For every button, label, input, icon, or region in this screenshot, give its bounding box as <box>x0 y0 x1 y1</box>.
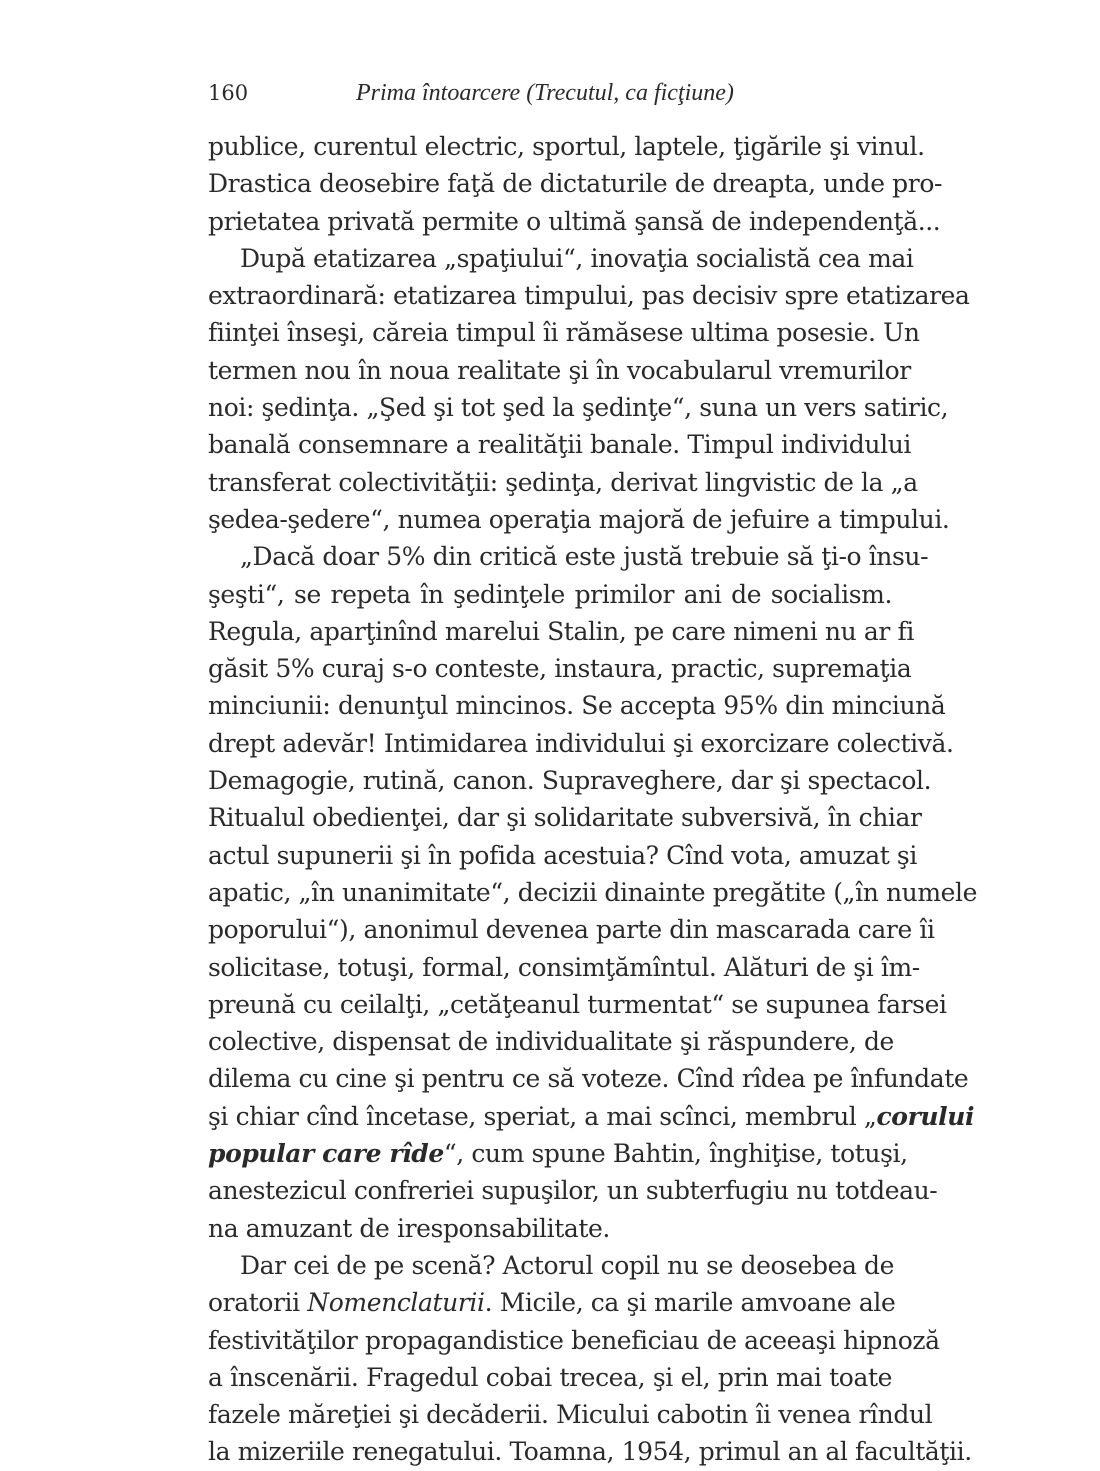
text-fragment: şi chiar cînd încetase, speriat, a mai scînci, membrul „ <box>208 1101 877 1131</box>
text-line: a înscenării. Fragedul cobai trecea, şi el, prin mai toate <box>208 1362 892 1392</box>
text-line: Ritualul obedienţei, dar şi solidaritate subversivă, în chiar <box>208 803 922 833</box>
page-number: 160 <box>208 81 249 105</box>
text-line: solicitase, totuşi, formal, consimţămîntul. Alături de şi îm- <box>208 952 920 982</box>
text-line: la mizeriile renegatului. Toamna, 1954, primul an al facultăţii. <box>208 1437 972 1467</box>
text-line: şeşti“, se repeta în şedinţele primilor ani de socialism. <box>208 579 892 609</box>
text-fragment: . Micile, ca şi marile amvoane ale <box>484 1288 896 1318</box>
text-line: termen nou în noua realitate şi în vocabularul vremurilor <box>208 355 911 385</box>
text-line: apatic, „în unanimitate“, decizii dinainte pregătite („în numele <box>208 877 978 907</box>
text-line: Dar cei de pe scenă? Actorul copil nu se deosebea de <box>240 1250 895 1280</box>
text-line: fiinţei înseşi, căreia timpul îi rămăsese ultima posesie. Un <box>208 318 920 348</box>
text-line: „Dacă doar 5% din critică este justă trebuie să ţi-o însu- <box>240 542 929 572</box>
text-line: actul supunerii şi în pofida acestuia? Cînd vota, amuzat şi <box>208 840 917 870</box>
text-line: colective, dispensat de individualitate şi răspundere, de <box>208 1027 894 1057</box>
page-header <box>208 76 892 116</box>
emphasis-text: corului <box>876 1101 975 1131</box>
text-line: Demagogie, rutină, canon. Supraveghere, dar şi spectacol. <box>208 766 932 796</box>
text-fragment: “, cum spune Bahtin, înghiţise, totuşi, <box>443 1139 908 1169</box>
running-title: Prima întoarcere (Trecutul, ca ficţiune) <box>356 80 734 106</box>
text-line: preună cu ceilalţi, „cetăţeanul turmentat“ se supunea farsei <box>208 989 947 1019</box>
text-line: festivităţilor propagandistice beneficiau de aceeaşi hipnoză <box>208 1325 940 1355</box>
text-fragment: oratorii <box>208 1288 308 1318</box>
text-line: publice, curentul electric, sportul, laptele, ţigările şi vinul. <box>208 132 925 161</box>
text-line: Drastica deosebire faţă de dictaturile de dreapta, unde pro- <box>208 169 943 199</box>
body-text <box>208 128 978 1471</box>
text-line: anestezicul confreriei supuşilor, un subterfugiu nu totdeau- <box>208 1176 938 1206</box>
text-line: banală consemnare a realităţii banale. Timpul individului <box>208 430 912 460</box>
text-line <box>208 1135 908 1172</box>
text-line: minciunii: denunţul mincinos. Se accepta 95% din minciună <box>208 691 946 721</box>
text-line: transferat colectivităţii: şedinţa, derivat lingvistic de la „a <box>208 467 918 497</box>
italic-text: Nomenclaturii <box>307 1288 485 1318</box>
text-line: na amuzant de iresponsabilitate. <box>208 1213 610 1243</box>
text-line <box>208 1098 975 1135</box>
text-line: găsit 5% curaj s-o conteste, instaura, practic, supremaţia <box>208 654 912 684</box>
text-line: Regula, aparţinînd marelui Stalin, pe care nimeni nu ar fi <box>208 616 914 646</box>
text-line: fazele măreţiei şi decăderii. Micului cabotin îi venea rîndul <box>208 1400 933 1430</box>
book-page <box>208 76 978 1471</box>
text-line <box>208 1284 896 1321</box>
text-line: noi: şedinţa. „Şed şi tot şed la şedinţe“, suna un vers satiric, <box>208 393 949 423</box>
text-line: poporului“), anonimul devenea parte din mascarada care îi <box>208 915 935 945</box>
text-line: dilema cu cine şi pentru ce să voteze. Cînd rîdea pe înfundate <box>208 1064 969 1094</box>
text-line: drept adevăr! Intimidarea individului şi exorcizare colectivă. <box>208 728 954 758</box>
text-line: extraordinară: etatizarea timpului, pas decisiv spre etatizarea <box>208 281 970 311</box>
text-line: şedea-şedere“, numea operaţia majoră de jefuire a timpului. <box>208 504 950 534</box>
emphasis-text: popular care rîde <box>208 1139 444 1169</box>
text-line: După etatizarea „spaţiului“, inovaţia socialistă cea mai <box>240 243 914 273</box>
text-line: prietatea privată permite o ultimă şansă de independenţă... <box>208 206 941 236</box>
